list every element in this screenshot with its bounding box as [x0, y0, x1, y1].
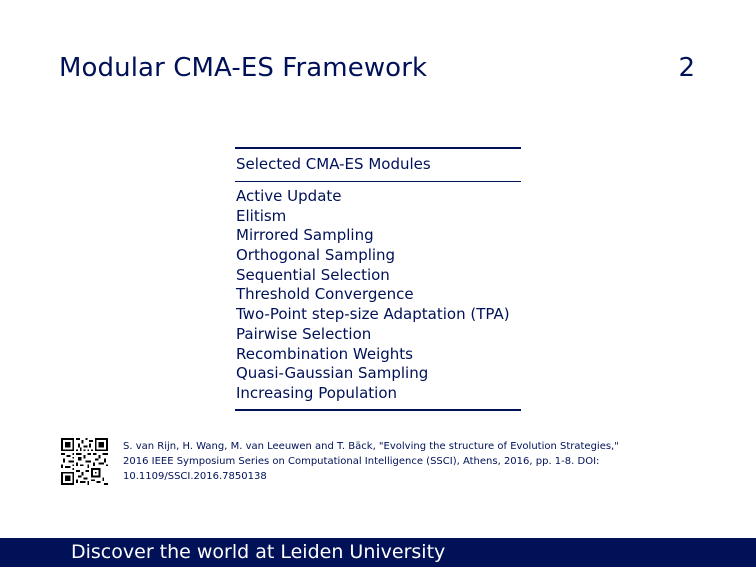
table-body: [235, 182, 521, 409]
table-bottom-rule: [235, 409, 521, 411]
module-item: Mirrored Sampling: [236, 226, 374, 245]
module-item: Recombination Weights: [236, 344, 413, 363]
module-item: Orthogonal Sampling: [236, 246, 396, 265]
module-item: Increasing Population: [236, 383, 398, 402]
footer-bar: [0, 538, 756, 567]
qr-code-icon[interactable]: [61, 438, 108, 485]
module-item: Quasi-Gaussian Sampling: [236, 364, 429, 383]
module-item: Active Update: [236, 187, 342, 205]
slide-title: Modular CMA-ES Framework: [59, 53, 428, 83]
module-item: Elitism: [236, 206, 287, 225]
footer-tagline: Discover the world at Leiden University: [71, 541, 446, 563]
citation: [123, 439, 723, 484]
table-header: Selected CMA-ES Modules: [236, 155, 431, 173]
citation-doi: 10.1109/SSCI.2016.7850138: [123, 471, 267, 482]
module-item: Pairwise Selection: [236, 324, 372, 343]
page-number: 2: [678, 53, 695, 83]
module-item: Two-Point step-size Adaptation (TPA): [236, 305, 510, 324]
module-item: Threshold Convergence: [236, 285, 414, 304]
citation-line: 2016 IEEE Symposium Series on Computational Intelligence (SSCI), Athens, 2016, pp. 1-8. DOI:: [123, 456, 600, 467]
module-item: Sequential Selection: [236, 265, 390, 284]
modules-table: [235, 147, 521, 411]
citation-line: S. van Rijn, H. Wang, M. van Leeuwen and T. Bäck, "Evolving the structure of Evolution Strategies,": [123, 441, 619, 452]
